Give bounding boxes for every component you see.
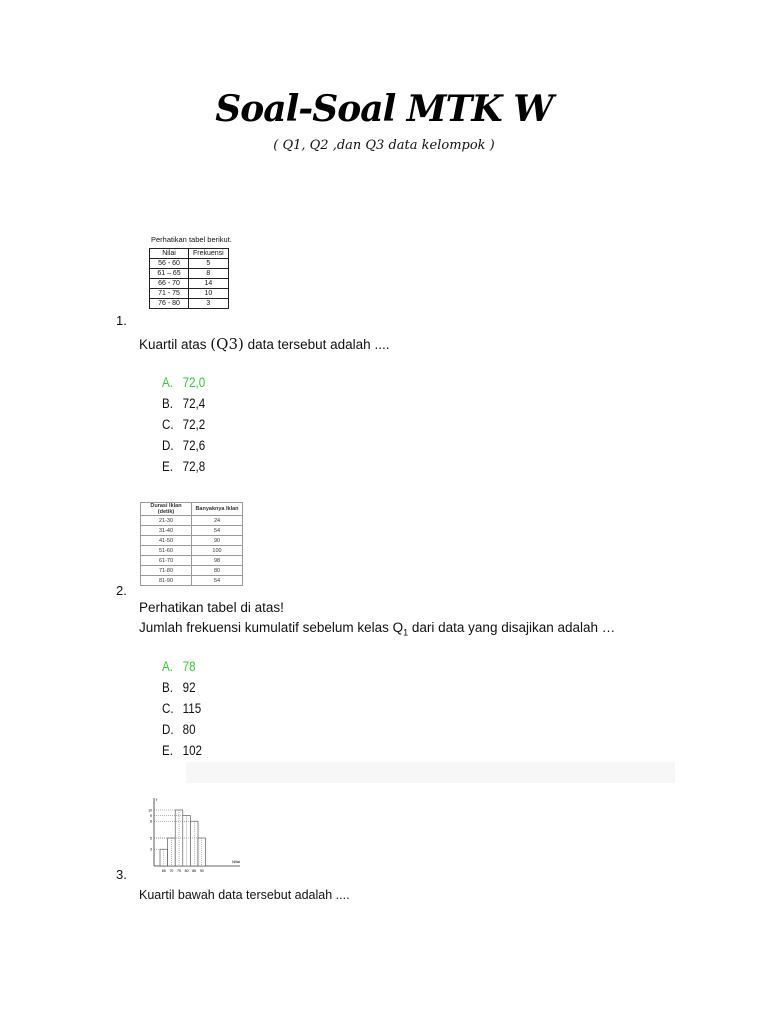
q1-table-cell: 8 [189, 269, 229, 279]
q1-table-caption: Perhatikan tabel berikut. [151, 235, 232, 244]
q1-option-d[interactable]: D. 72,6 [162, 438, 206, 453]
q2-option-c[interactable]: C. 115 [162, 701, 202, 716]
q2-table-cell: 81-90 [141, 576, 192, 586]
q2-table-cell: 71-80 [141, 566, 192, 576]
y-tick-label: 10 [148, 808, 152, 813]
q3-histogram [138, 794, 238, 878]
q2-table-cell: 61-70 [141, 556, 192, 566]
q1-option-b[interactable]: B. 72,4 [162, 396, 206, 411]
q1-number: 1. [116, 313, 127, 328]
x-tick-label: 80 [184, 869, 189, 873]
q1-table-header: Frekuensi [189, 249, 229, 259]
q1-table-cell: 66 - 70 [150, 279, 189, 289]
q1-table-cell: 71 - 75 [150, 289, 189, 299]
q3-number: 3. [116, 867, 127, 882]
q2-table-cell: 54 [192, 576, 243, 586]
q2-table-cell: 41-50 [141, 536, 192, 546]
q2-table-header: Banyaknya Iklan [192, 503, 243, 516]
q1-option-a[interactable]: A. 72,0 [162, 375, 206, 390]
q1-option-e[interactable]: E. 72,8 [162, 459, 206, 474]
q1-table-cell: 56 - 60 [150, 259, 189, 269]
histogram-bars [154, 810, 206, 866]
x-tick-label: 70 [169, 869, 174, 873]
y-tick-label: 8 [150, 819, 152, 824]
q2-option-e[interactable]: E. 102 [162, 743, 203, 758]
q2-table-cell: 51-60 [141, 546, 192, 556]
q1-text: Kuartil atas (Q3) data tersebut adalah .... [139, 335, 390, 353]
x-tick-label: 75 [177, 869, 181, 873]
q2-option-b[interactable]: B. 92 [162, 680, 196, 695]
q1-table-header: Nilai [150, 249, 189, 259]
q2-table-cell: 90 [192, 536, 243, 546]
q1-table-cell: 5 [189, 259, 229, 269]
q2-table-cell: 21-30 [141, 516, 192, 526]
q2-option-a[interactable]: A. 78 [162, 659, 196, 674]
q2-table-cell: 24 [192, 516, 243, 526]
y-tick-label: 5 [150, 836, 152, 841]
q2-table-cell: 98 [192, 556, 243, 566]
q2-table-cell: 31-40 [141, 526, 192, 536]
q1-table [149, 248, 229, 309]
x-tick-label: 85 [192, 869, 197, 873]
q1-table-cell: 10 [189, 289, 229, 299]
q2-table-cell: 100 [192, 546, 243, 556]
q1-option-c[interactable]: C. 72,2 [162, 417, 206, 432]
q2-table-cell: 54 [192, 526, 243, 536]
y-tick-label: 9 [150, 814, 152, 819]
y-tick-label: 3 [150, 847, 152, 852]
page-title: Soal-Soal MTK W [215, 88, 553, 130]
page-subtitle: ( Q1, Q2 ,dan Q3 data kelompok ) [273, 138, 495, 153]
q2-line2: Jumlah frekuensi kumulatif sebelum kelas $Q_1$ dari data yang disajikan adalah … [139, 620, 616, 638]
q2-table [140, 502, 243, 586]
x-axis-label: Nilai [232, 859, 240, 864]
x-tick-label: 90 [199, 869, 204, 873]
q2-option-d[interactable]: D. 80 [162, 722, 196, 737]
q1-table-cell: 14 [189, 279, 229, 289]
answer-input-area[interactable] [186, 762, 675, 783]
q1-table-cell: 61 – 65 [150, 269, 189, 279]
q3-text: Kuartil bawah data tersebut adalah .... [139, 888, 350, 902]
y-axis-label: f [156, 797, 158, 802]
q2-table-header: Durasi Iklan (detik) [141, 503, 192, 516]
q2-line1: Perhatikan tabel di atas! [139, 600, 284, 615]
q1-table-cell: 76 - 80 [150, 299, 189, 309]
q2-table-cell: 80 [192, 566, 243, 576]
q2-number: 2. [116, 583, 127, 598]
q1-table-cell: 3 [189, 299, 229, 309]
x-tick-label: 65 [161, 869, 166, 873]
